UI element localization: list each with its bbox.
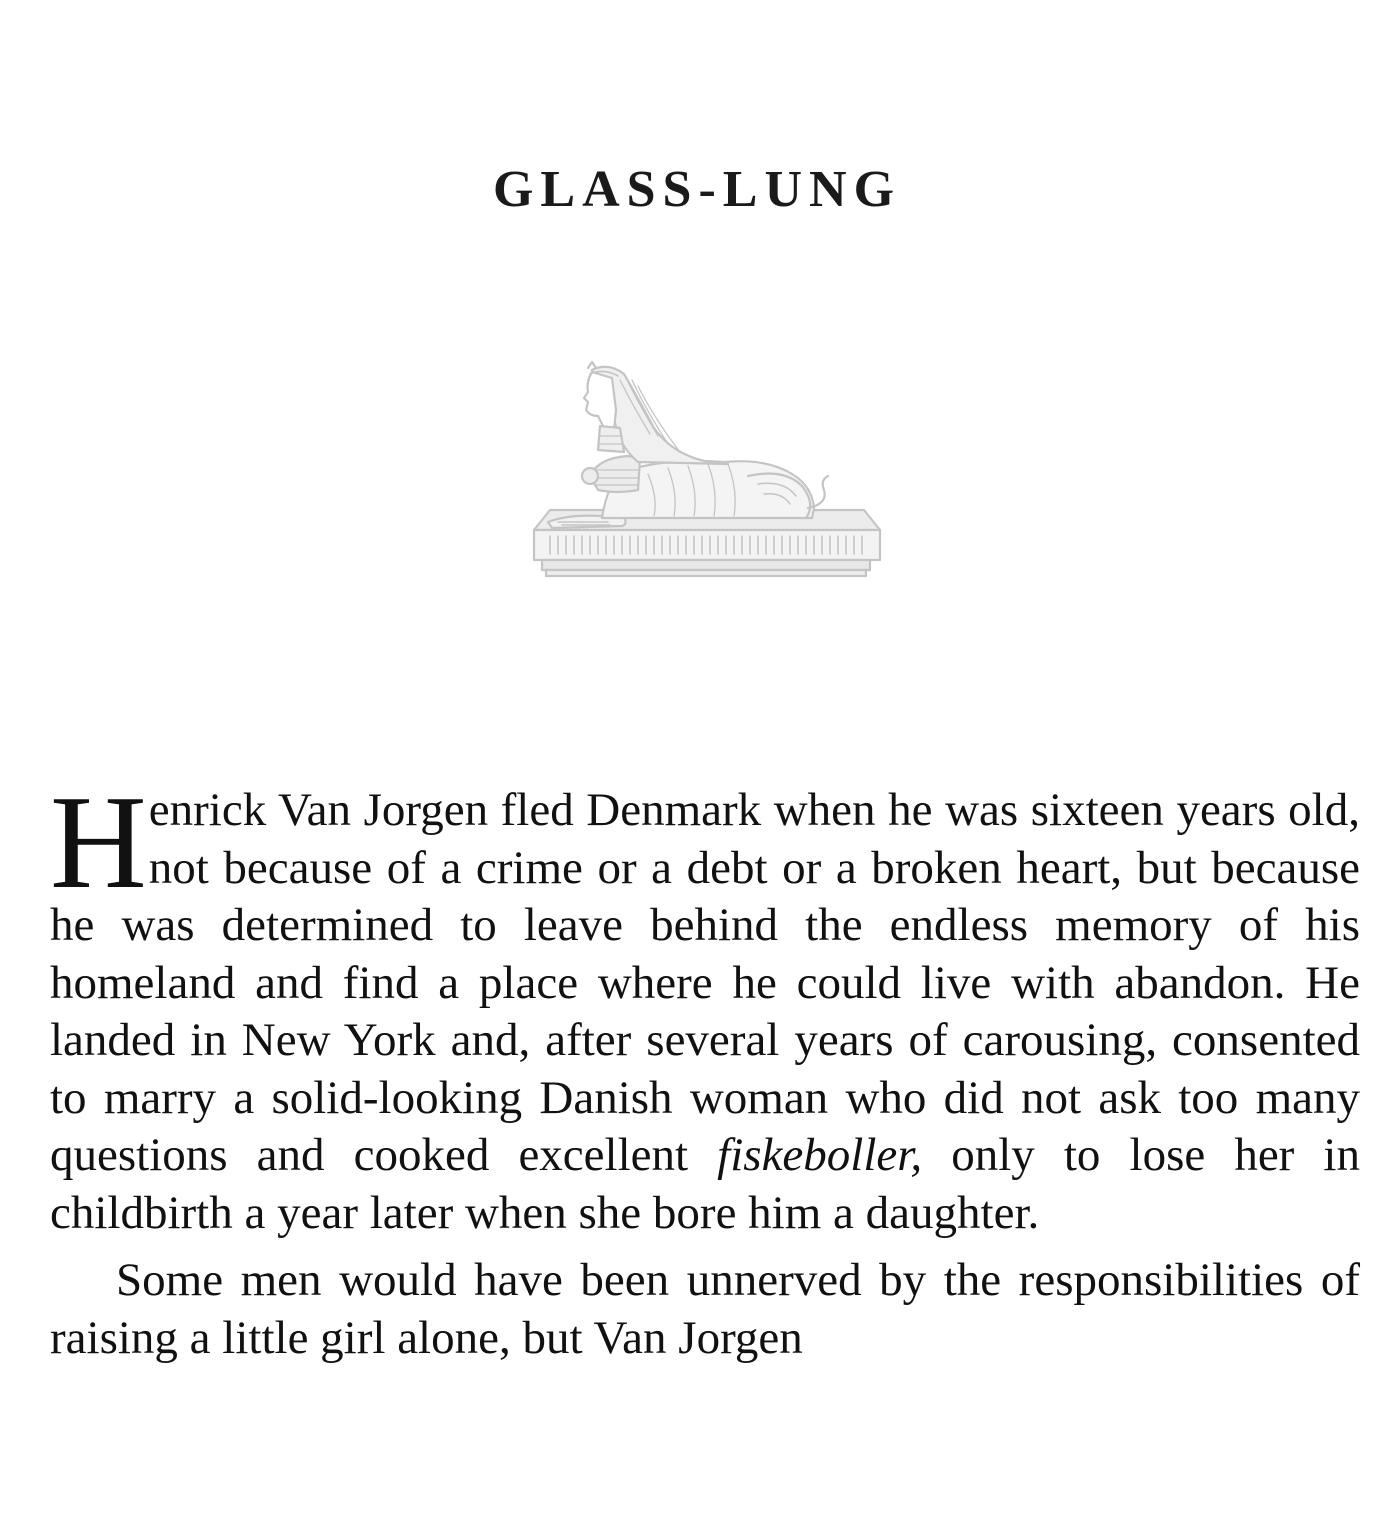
paragraph-1 bbox=[50, 768, 1360, 1242]
sphinx-ornament-icon bbox=[528, 358, 884, 582]
drop-cap: H bbox=[50, 768, 147, 916]
chapter-title: GLASS-LUNG bbox=[492, 161, 902, 218]
paragraph-2 bbox=[50, 1252, 1360, 1367]
paragraph-1-italic: fiskeboller, bbox=[717, 1129, 923, 1181]
paragraph-1-text-a: enrick Van Jorgen fled Denmark when he was sixteen years old, not because of a crime or a debt or a broken heart, but because he was determined to leave behind the endless memory of his homeland and find a place where he could live with abandon. He landed in New York and, after several years of carousing, consented to marry a solid-looking Danish woman who did not ask too many questions and cooked excellent bbox=[50, 784, 1360, 1181]
paragraph-1-text-b: only to lose her in childbirth a year later when she bore him a daughter. bbox=[50, 1129, 1360, 1239]
paragraph-2-text: Some men would have been unnerved by the responsibilities of raising a little girl alone, but Van Jorgen bbox=[50, 1254, 1360, 1364]
chapter-body bbox=[50, 768, 1360, 1367]
